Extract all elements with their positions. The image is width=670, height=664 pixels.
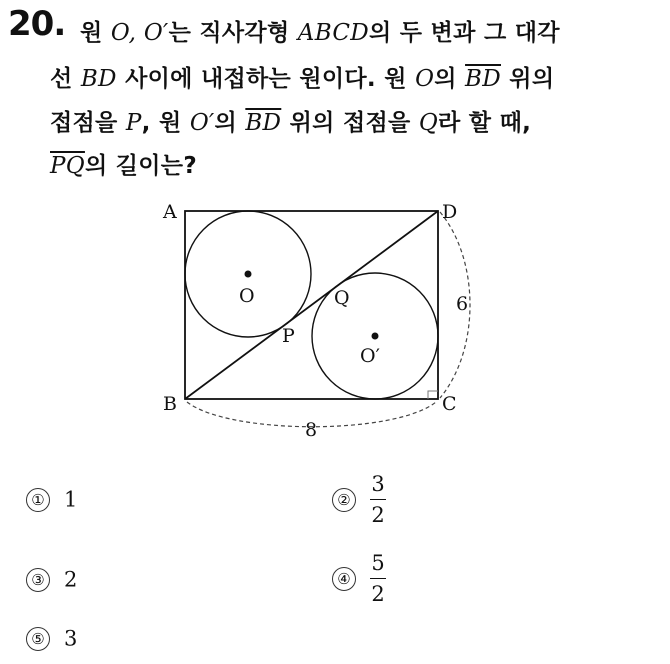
label-O-prime: O′ [360, 345, 380, 367]
text-segment: 는 직사각형 [168, 20, 298, 46]
text-segment: 사이에 내접하는 원이다. 원 [116, 66, 416, 92]
fraction [370, 551, 386, 606]
diagonal-BD [185, 211, 438, 399]
text-segment: 라 할 때, [437, 110, 532, 136]
text-segment: 의 두 변과 그 대각 [368, 20, 560, 46]
math-BD: BD [80, 66, 117, 92]
label-side-width: 8 [305, 419, 318, 441]
choice-2[interactable] [332, 472, 386, 527]
choice-marker: ① [26, 488, 50, 512]
center-O-dot [245, 271, 252, 278]
question-line-1 [80, 14, 560, 47]
text-segment: 접점을 [50, 110, 126, 136]
question-line-2 [50, 60, 554, 93]
fraction-bar [370, 499, 386, 500]
label-Q: Q [334, 287, 350, 309]
fraction-denominator: 2 [371, 582, 385, 606]
text-segment: 위의 접점을 [281, 110, 419, 136]
text-segment: 의 [434, 66, 466, 92]
text-segment: , 원 [141, 110, 190, 136]
choice-marker: ⑤ [26, 627, 50, 651]
math-O: O [110, 20, 129, 46]
choice-value: 2 [64, 567, 78, 592]
fraction [370, 472, 386, 527]
math-segment-PQ: $\overline{PQ}$ [50, 153, 85, 179]
text-segment: , [128, 20, 144, 46]
choice-marker: ③ [26, 568, 50, 592]
right-angle-mark [428, 391, 438, 399]
text-segment: 위의 [501, 66, 555, 92]
choice-value: 1 [64, 487, 78, 512]
fraction-denominator: 2 [371, 503, 385, 527]
math-O: O [415, 66, 435, 92]
choice-3[interactable] [26, 566, 77, 592]
label-B: B [163, 393, 177, 415]
label-P: P [282, 325, 295, 347]
label-A: A [163, 201, 177, 223]
choice-value: 3 [64, 626, 78, 651]
label-side-height: 6 [456, 293, 469, 315]
math-segment-BD: $\overline{BD}$ [245, 110, 282, 136]
text-segment: 선 [50, 66, 81, 92]
math-segment-BD: $\overline{BD}$ [465, 66, 501, 92]
text-segment: 의 길이는? [84, 153, 197, 179]
math-Q: Q [418, 110, 438, 136]
choice-5[interactable] [26, 625, 77, 651]
math-O-prime: O′ [143, 20, 169, 46]
center-O-prime-dot [372, 333, 379, 340]
choice-1[interactable] [26, 486, 77, 512]
question-line-3 [50, 104, 531, 137]
choice-4[interactable] [332, 551, 386, 606]
fraction-bar [370, 578, 386, 579]
label-C: C [442, 393, 457, 415]
math-ABCD: ABCD [297, 20, 369, 46]
math-O-prime: O′ [189, 110, 215, 136]
fraction-numerator: 5 [371, 551, 385, 575]
choice-marker: ② [332, 488, 356, 512]
label-O: O [239, 285, 255, 307]
question-number: 20. [8, 4, 66, 44]
fraction-numerator: 3 [371, 472, 385, 496]
choice-marker: ④ [332, 567, 356, 591]
geometry-figure [150, 190, 490, 450]
text-segment: 의 [214, 110, 246, 136]
text-segment: 원 [80, 20, 111, 46]
math-P: P [125, 110, 142, 136]
label-D: D [442, 201, 458, 223]
question-line-4 [50, 147, 197, 180]
